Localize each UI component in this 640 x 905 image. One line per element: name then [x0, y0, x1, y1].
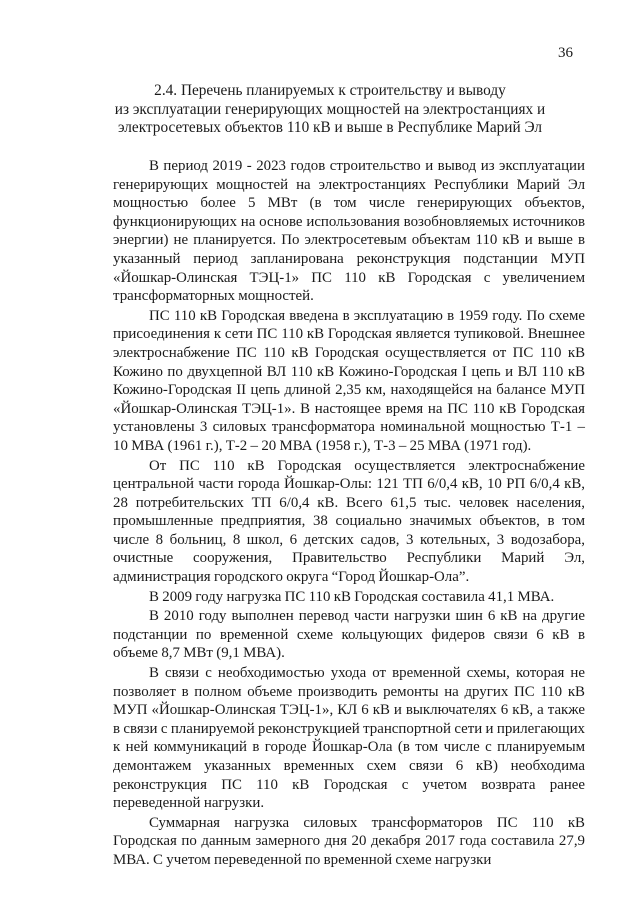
page-number: 36: [558, 45, 573, 61]
document-body: [113, 157, 585, 870]
paragraph: В период 2019 - 2023 годов строительство и вывод из эксплуатации генерирующих мощностей на электростанциях Республики Марий Эл мощностью более 5 МВт (в том числе генерирующих объектов, функционирующих на основе использования возобновляемых источников энергии) не планируется. По электросетевым объектам 110 кВ и выше в указанный период запланирована реконструкция подстанции МУП «Йошкар-Олинская ТЭЦ-1» ПС 110 кВ Городская с увеличением трансформаторных мощностей.: [113, 158, 585, 305]
section-heading-line: из эксплуатации генерирующих мощностей на электростанциях и: [114, 100, 546, 118]
section-heading-line: 2.4. Перечень планируемых к строительству и выводу: [154, 82, 506, 99]
paragraph: В связи с необходимостью ухода от временной схемы, которая не позволяет в полном объеме производить ремонты на других ПС 110 кВ МУП «Йошкар-Олинская ТЭЦ-1», КЛ 6 кВ и выключателях 6 кВ, а также в связи с планируемой реконструкцией транспортной сети и прилегающих к ней коммуникаций в городе Йошкар-Ола (в том числе с планируемым демонтажем указанных временных схем связи 6 кВ) необходима реконструкция ПС 110 кВ Городская с учетом возврата ранее переведенной нагрузки.: [113, 665, 585, 812]
section-heading: [80, 82, 580, 138]
paragraph: Суммарная нагрузка силовых трансформаторов ПС 110 кВ Городская по данным замерного дня 20 декабря 2017 года составила 27,9 МВА. С учетом переведенной по временной схеме нагрузки: [113, 814, 585, 868]
paragraph: В 2009 году нагрузка ПС 110 кВ Городская составила 41,1 МВА.: [149, 588, 555, 605]
paragraph: В 2010 году выполнен перевод части нагрузки шин 6 кВ на другие подстанции по временной схеме кольцующих фидеров связи 6 кВ в объеме 8,7 МВт (9,1 МВА).: [113, 608, 585, 662]
paragraph: От ПС 110 кВ Городская осуществляется электроснабжение центральной части города Йошкар-Олы: 121 ТП 6/0,4 кВ, 10 РП 6/0,4 кВ, 28 потребительских ТП 6/0,4 кВ. Всего 61,5 тыс. человек населения, промышленные предприятия, 38 социально значимых объектов, в том числе 8 больниц, 8 школ, 6 детских садов, 3 котельных, 3 водозабора, очистные сооружения, Правительство Республики Марий Эл, администрация городского округа “Город Йошкар-Ола”.: [113, 457, 585, 586]
paragraph: ПС 110 кВ Городская введена в эксплуатацию в 1959 году. По схеме присоединения к сети ПС 110 кВ Городская является тупиковой. Внешнее электроснабжение ПС 110 кВ Городская осуществляется от ПС 110 кВ Кожино по двухцепной ВЛ 110 кВ Кожино-Городская I цепь и ВЛ 110 кВ Кожино-Городская II цепь длиной 2,35 км, находящейся на балансе МУП «Йошкар-Олинская ТЭЦ-1». В настоящее время на ПС 110 кВ Городская установлены 3 силовых трансформатора номинальной мощностью Т-1 – 10 МВА (1961 г.), Т-2 – 20 МВА (1958 г.), Т-3 – 25 МВА (1971 год).: [113, 307, 585, 454]
section-heading-line: электросетевых объектов 110 кВ и выше в Республике Марий Эл: [117, 119, 543, 136]
